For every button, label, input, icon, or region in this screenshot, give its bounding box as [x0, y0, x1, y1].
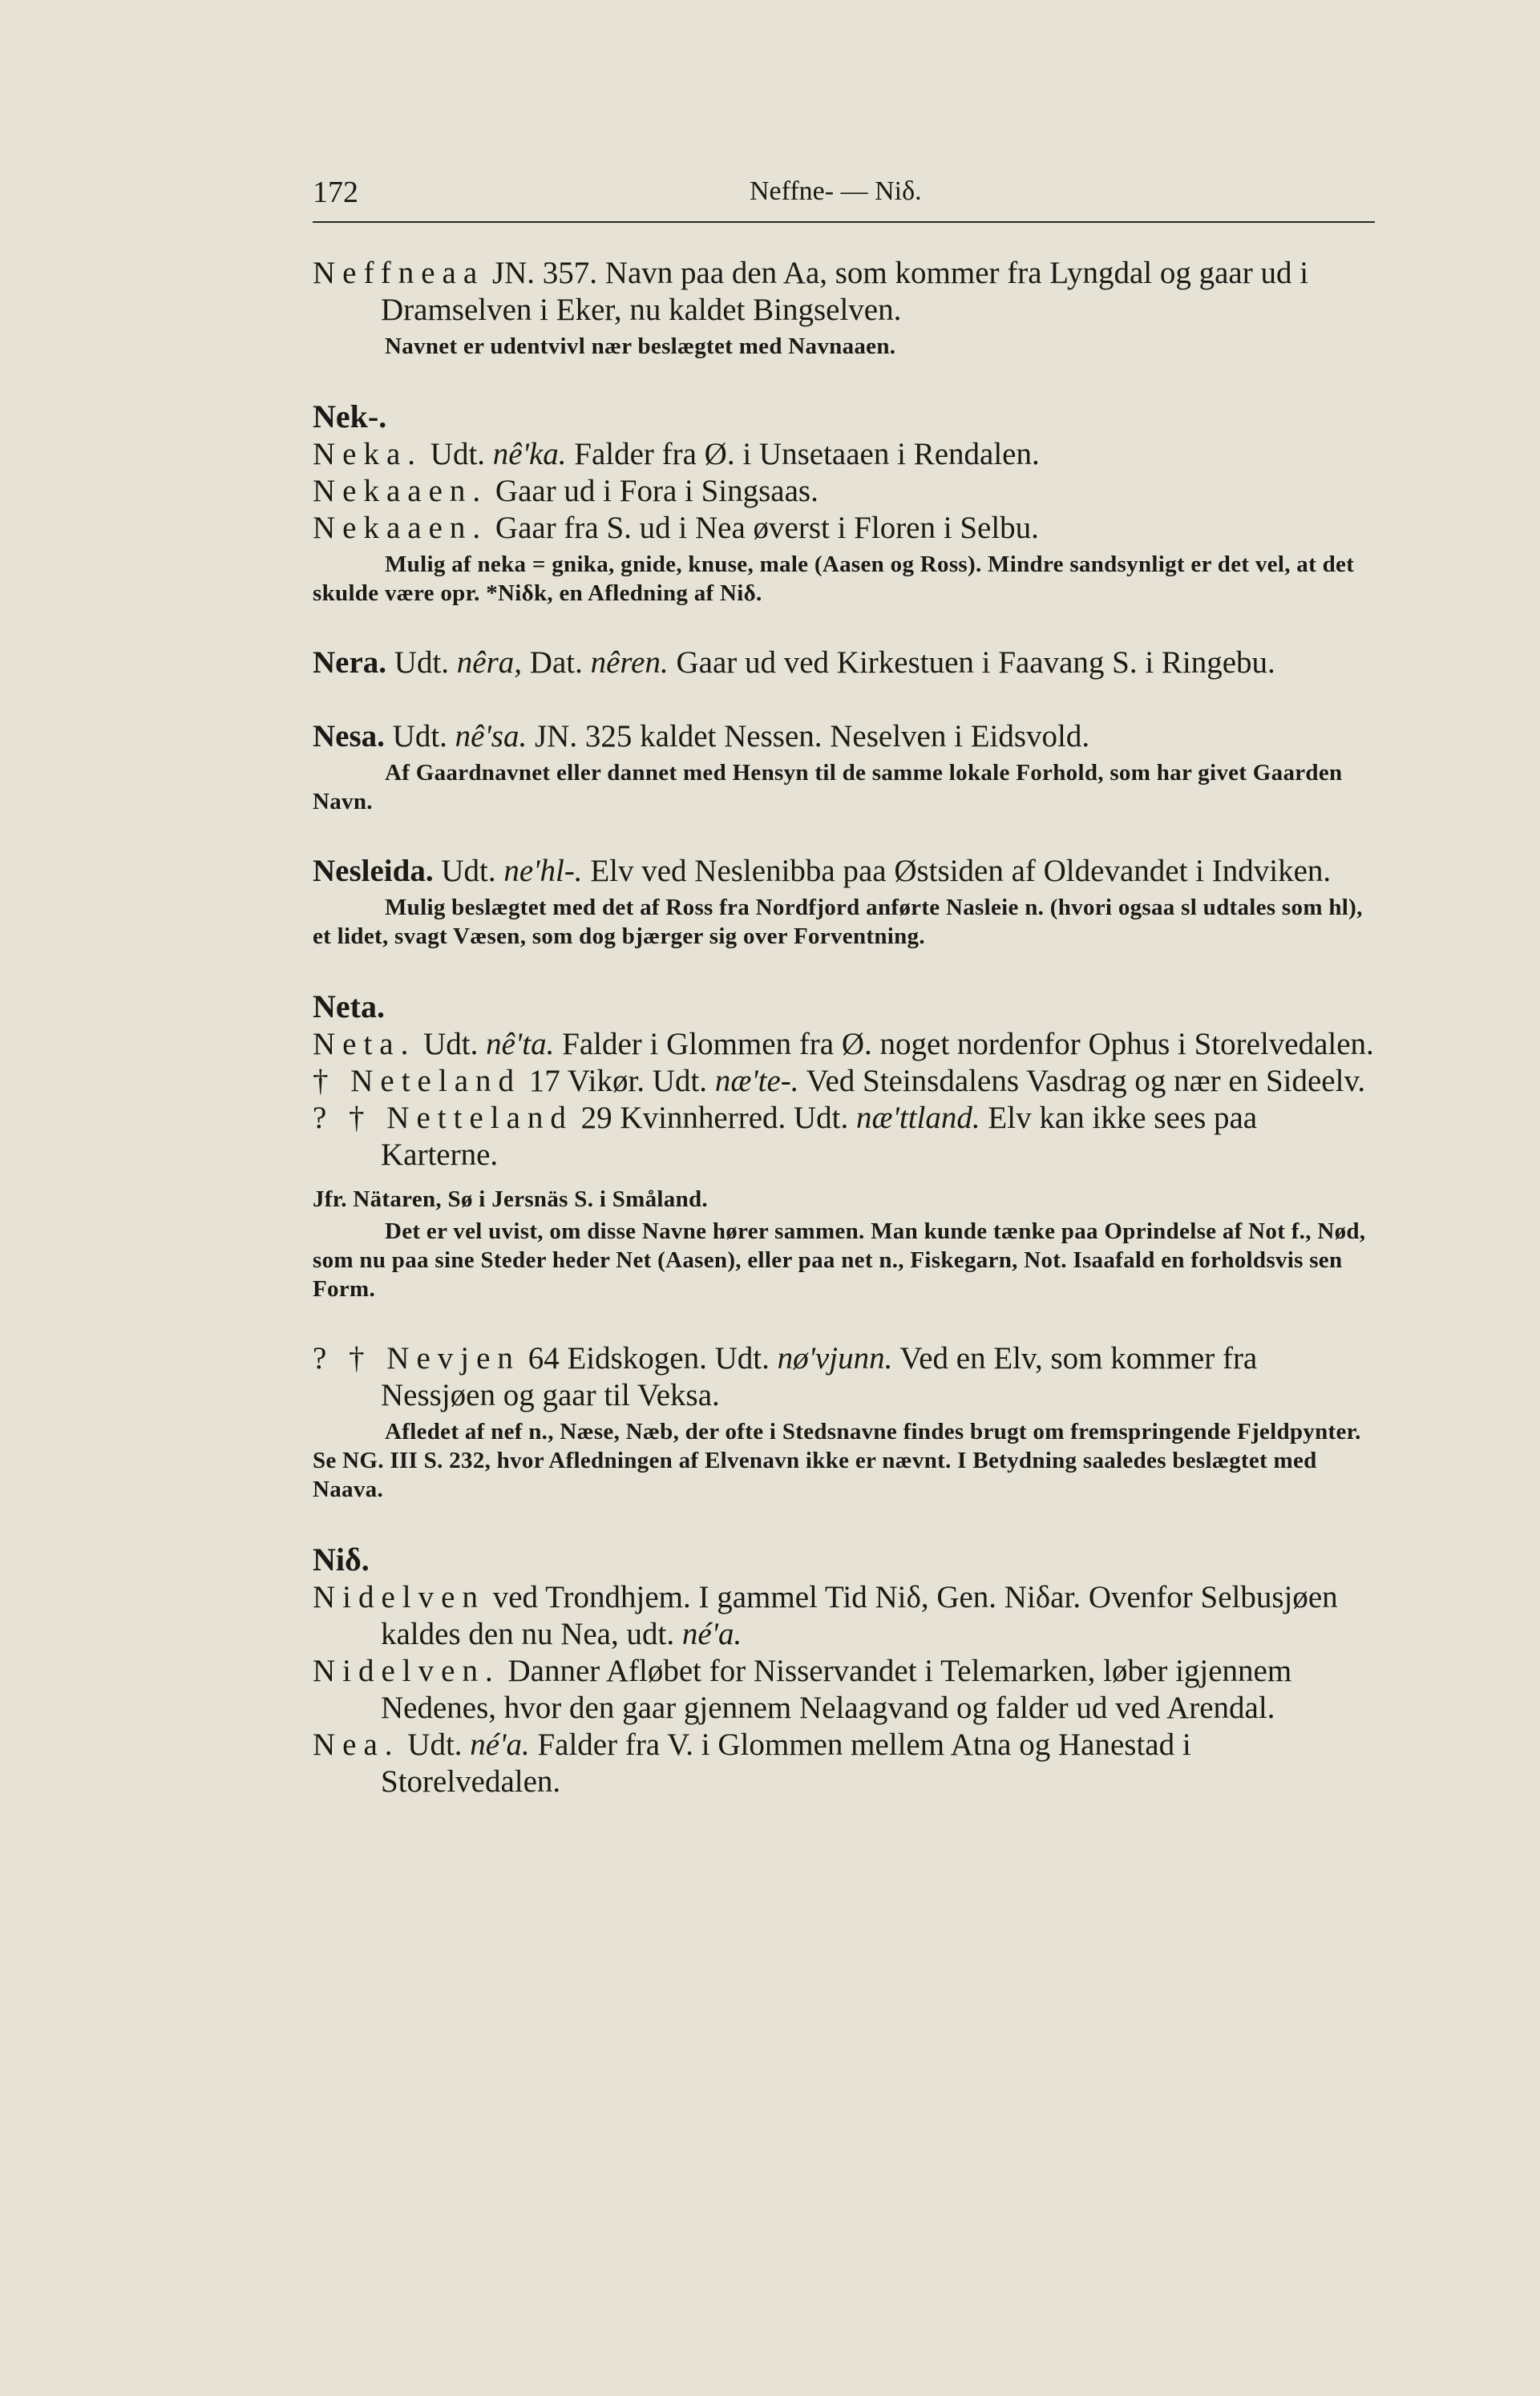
entry-word: ? † Nevjen — [313, 1341, 520, 1376]
entry-text: Gaar ud i Fora i Singsaas. — [487, 474, 819, 508]
page-content — [313, 255, 1375, 1800]
pronunciation: nêren. — [590, 645, 669, 680]
pronunciation: nê'ta. — [486, 1027, 555, 1061]
entry-neta — [313, 1026, 1375, 1063]
entry-neteland — [313, 1063, 1375, 1100]
entry-text: 29 Kvinnherred. Udt. — [572, 1101, 857, 1135]
entry-note: Det er vel uvist, om disse Navne hører sammen. Man kunde tænke paa Oprindelse af Not f., Nød, som nu paa sine Steder heder Net (Aasen), eller paa net n., Fiskegarn, Not. Isaafald en forholdsvis sen Form. — [313, 1218, 1366, 1302]
entry-text: Elv ved Neslenibba paa Østsiden af Oldevandet i Indviken. — [582, 854, 1332, 888]
entry-word: † Neteland — [313, 1064, 522, 1098]
entry-text: ved Trondhjem. I gammel Tid Niδ, Gen. Niδar. Ovenfor Selbusjøen kaldes den nu Nea, udt. — [381, 1580, 1338, 1651]
entry-text: Dat. — [522, 645, 591, 680]
entry-nea — [313, 1727, 1375, 1800]
entry-text: Ved en Elv, som kommer fra Nessjøen og gaar til Veksa. — [381, 1341, 1258, 1412]
entry-word: Nidelven — [313, 1580, 485, 1614]
pronunciation: nê'sa. — [455, 719, 527, 754]
pronunciation: næ'ttland. — [856, 1101, 980, 1135]
entry-word: Nera. — [313, 645, 387, 680]
entry-note: Af Gaardnavnet eller dannet med Hensyn til de samme lokale Forhold, som har givet Gaarden Navn. — [313, 760, 1343, 814]
entry-text: Udt. — [386, 645, 457, 680]
entry-text: Danner Afløbet for Nisservandet i Telemarken, løber igjennem Nedenes, hvor den gaar gjennem Nelaagvand og falder ud ved Arendal. — [381, 1654, 1292, 1725]
entry-netteland — [313, 1100, 1375, 1174]
entry-nesleida — [313, 853, 1375, 890]
entry-neffneaa — [313, 255, 1375, 329]
entry-text: Falder i Glommen fra Ø. noget nordenfor Ophus i Storelvedalen. — [554, 1027, 1374, 1061]
entry-text: Falder fra Ø. i Unsetaaen i Rendalen. — [566, 437, 1040, 471]
entry-word: Nesa. — [313, 719, 385, 754]
entry-nevjen — [313, 1340, 1375, 1414]
entry-note: Afledet af nef n., Næse, Næb, der ofte i Stedsnavne findes brugt om fremspringende Fjeldpynter. Se NG. III S. 232, hvor Afledningen af Elvenavn ikke er nævnt. I Betydning saaledes beslægtet med Naava. — [313, 1419, 1361, 1502]
entry-word: Neka. — [313, 437, 423, 471]
entry-text: JN. 357. Navn paa den Aa, som kommer fra Lyngdal og gaar ud i Dramselven i Eker, nu kaldet Bingselven. — [381, 256, 1309, 327]
entry-word: Neta. — [313, 1027, 416, 1061]
pronunciation: nê'ka. — [492, 437, 567, 471]
entry-word: ? † Netteland — [313, 1101, 573, 1135]
entry-text: Udt. — [384, 719, 455, 754]
running-title: Neffne- — Niδ. — [750, 176, 922, 206]
entry-note: Mulig beslægtet med det af Ross fra Nordfjord anførte Nasleie n. (hvori ogsaa sl udtales som hl), et lidet, svagt Væsen, som dog bjærger sig over Forventning. — [313, 895, 1363, 949]
entry-text: 64 Eidskogen. Udt. — [519, 1341, 778, 1376]
entry-text: Falder fra V. i Glommen mellem Atna og Hanestad i Storelvedalen. — [381, 1727, 1191, 1799]
entry-text: Ved Steinsdalens Vasdrag og nær en Sideelv. — [798, 1064, 1366, 1098]
pronunciation: nø'vjunn. — [777, 1341, 893, 1376]
section-heading-neta: Neta. — [313, 988, 385, 1024]
entry-word: Nidelven. — [313, 1654, 500, 1688]
entry-note: Mulig af neka = gnika, gnide, knuse, male (Aasen og Ross). Mindre sandsynligt er det vel, at det skulde være opr. *Niδk, en Afledning af Niδ. — [313, 552, 1355, 606]
page-number: 172 — [313, 176, 358, 209]
entry-nekaaen-1 — [313, 473, 1375, 510]
entry-word: Nesleida. — [313, 854, 434, 888]
entry-text: Gaar fra S. ud i Nea øverst i Floren i Selbu. — [487, 511, 1039, 545]
pronunciation: næ'te-. — [714, 1064, 799, 1098]
entry-nidelven-1 — [313, 1579, 1375, 1653]
section-heading-nek: Nek-. — [313, 398, 387, 434]
entry-nidelven-2 — [313, 1653, 1375, 1727]
entry-word: Neffneaa — [313, 256, 485, 290]
entry-text: Udt. — [399, 1727, 471, 1762]
entry-word: Nekaaen. — [313, 474, 488, 508]
page-header — [313, 172, 1375, 223]
pronunciation: nêra, — [456, 645, 523, 680]
entry-note: Jfr. Nätaren, Sø i Jersnäs S. i Småland. — [313, 1186, 708, 1212]
entry-text: 17 Vikør. Udt. — [521, 1064, 715, 1098]
entry-neka — [313, 436, 1375, 473]
entry-nekaaen-2 — [313, 510, 1375, 547]
entry-word: Nea. — [313, 1727, 400, 1762]
pronunciation: ne'hl-. — [503, 854, 583, 888]
entry-text: Udt. — [415, 1027, 487, 1061]
entry-text: Udt. — [433, 854, 504, 888]
entry-text: Udt. — [422, 437, 493, 471]
entry-text: JN. 325 kaldet Nessen. Neselven i Eidsvold. — [527, 719, 1090, 754]
pronunciation: né'a. — [681, 1617, 742, 1651]
entry-word: Nekaaen. — [313, 511, 488, 545]
pronunciation: né'a. — [470, 1727, 530, 1762]
entry-nesa — [313, 718, 1375, 755]
entry-nera — [313, 644, 1375, 681]
entry-note: Navnet er udentvivl nær beslægtet med Navnaaen. — [385, 333, 896, 359]
entry-text: Gaar ud ved Kirkestuen i Faavang S. i Ringebu. — [668, 645, 1275, 680]
entry-text: Elv kan ikke sees paa Karterne. — [381, 1101, 1258, 1172]
section-heading-nid: Niδ. — [313, 1541, 370, 1578]
